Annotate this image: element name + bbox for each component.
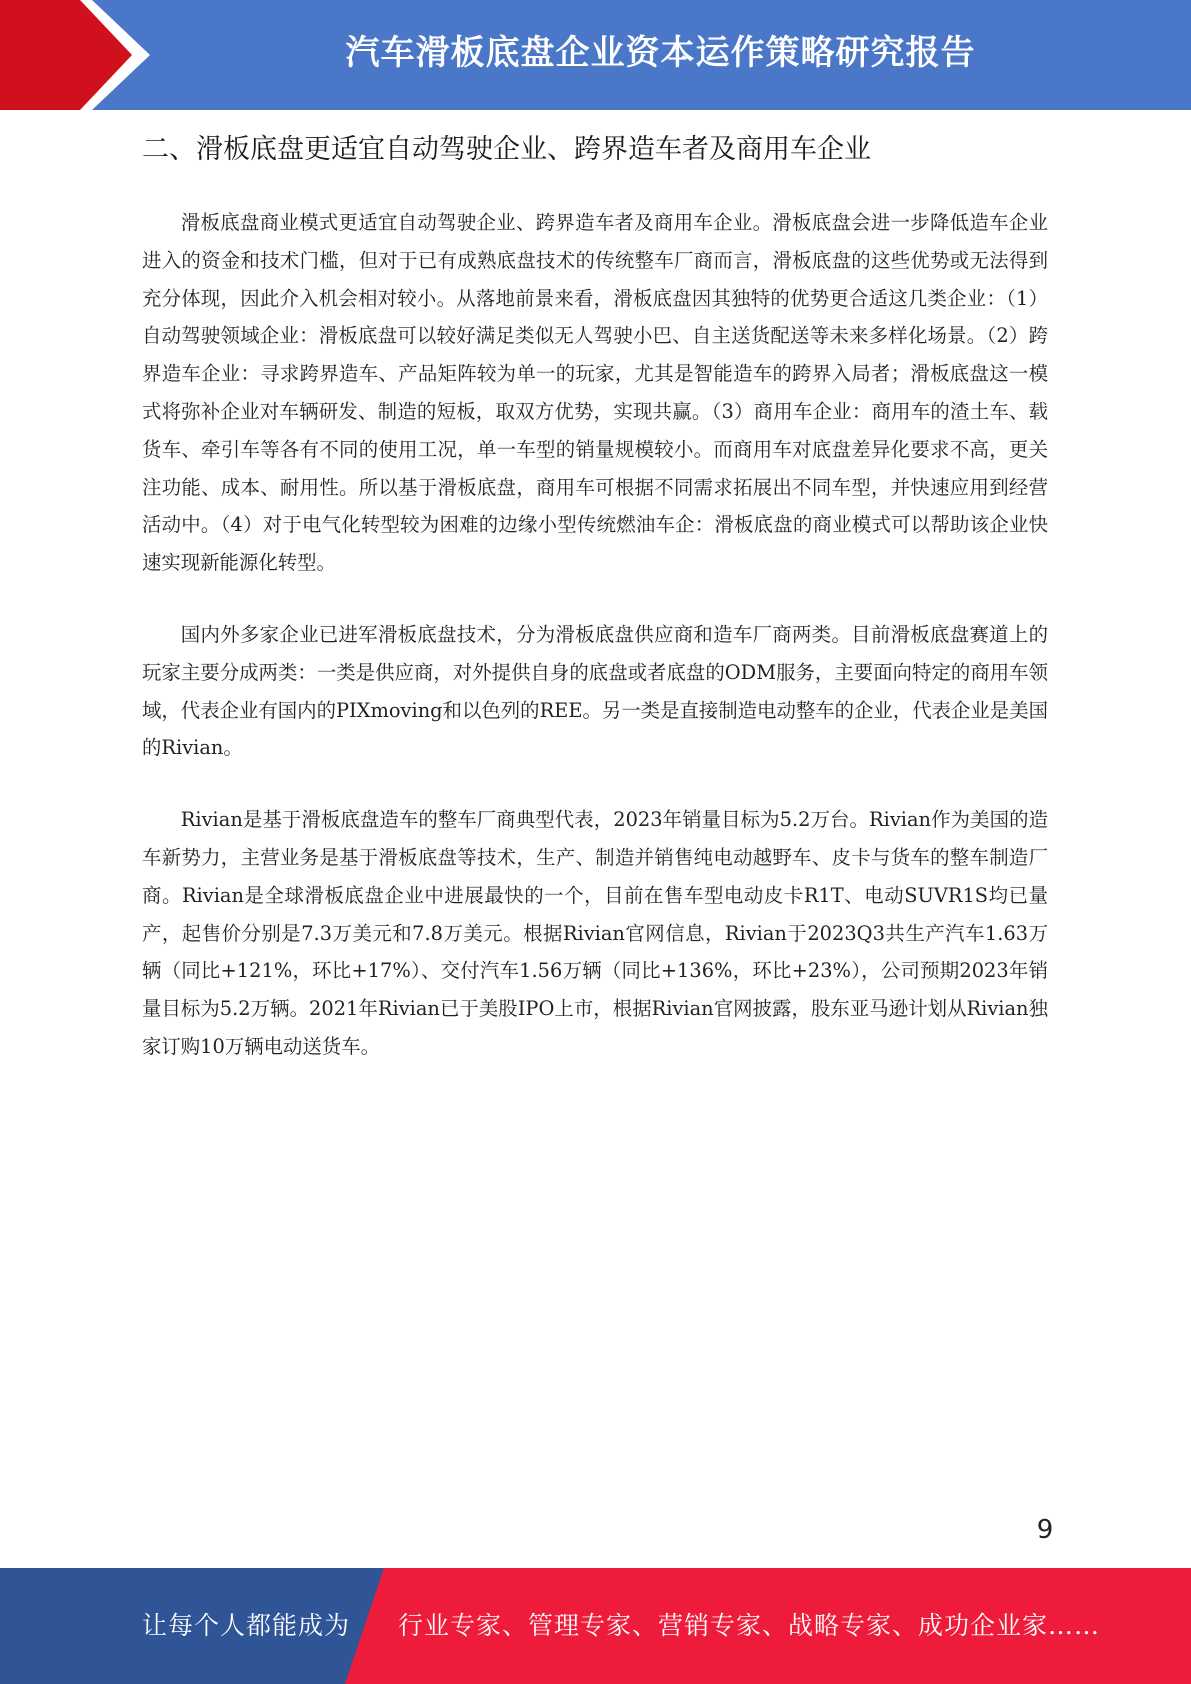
report-title: 汽车滑板底盘企业资本运作策略研究报告 — [345, 33, 976, 73]
footer-banner — [0, 1568, 1191, 1684]
header-banner — [0, 0, 1191, 110]
chevron-arrow-icon — [0, 0, 160, 110]
footer-slogan-right: 行业专家、管理专家、营销专家、战略专家、成功企业家…… — [398, 1611, 1101, 1640]
page-number: 9 — [1036, 1515, 1054, 1545]
paragraph-3: Rivian是基于滑板底盘造车的整车厂商典型代表，2023年销量目标为5.2万台。Rivian作为美国的造车新势力，主营业务是基于滑板底盘等技术，生产、制造并销售纯电动越野车、皮卡与货车的整车制造厂商。Rivian是全球滑板底盘企业中进展最快的一个，目前在售车型电动皮卡R1T、电动SUVR1S均已量产，起售价分别是7.3万美元和7.8万美元。根据Rivian官网信息，Rivian于2023Q3共生产汽车1.63万辆（同比+121%，环比+17%）、交付汽车1.56万辆（同比+136%，环比+23%），公司预期2023年销量目标为5.2万辆。2021年Rivian已于美股IPO上市，根据Rivian官网披露，股东亚马逊计划从Rivian独家订购10万辆电动送货车。 — [142, 808, 1048, 1058]
paragraph-1: 滑板底盘商业模式更适宜自动驾驶企业、跨界造车者及商用车企业。滑板底盘会进一步降低造车企业进入的资金和技术门槛，但对于已有成熟底盘技术的传统整车厂商而言，滑板底盘的这些优势或无法得到充分体现，因此介入机会相对较小。从落地前景来看，滑板底盘因其独特的优势更合适这几类企业：（1）自动驾驶领域企业：滑板底盘可以较好满足类似无人驾驶小巴、自主送货配送等未来多样化场景。（2）跨界造车企业：寻求跨界造车、产品矩阵较为单一的玩家，尤其是智能造车的跨界入局者；滑板底盘这一模式将弥补企业对车辆研发、制造的短板，取双方优势，实现共赢。（3）商用车企业：商用车的渣土车、载货车、牵引车等各有不同的使用工况，单一车型的销量规模较小。而商用车对底盘差异化要求不高，更关注功能、成本、耐用性。所以基于滑板底盘，商用车可根据不同需求拓展出不同车型，并快速应用到经营活动中。（4）对于电气化转型较为困难的边缘小型传统燃油车企：滑板底盘的商业模式可以帮助该企业快速实现新能源化转型。 — [142, 211, 1048, 575]
section-heading: 二、滑板底盘更适宜自动驾驶企业、跨界造车者及商用车企业 — [142, 134, 871, 165]
body-content — [142, 204, 1048, 1100]
footer-slogan-left: 让每个人都能成为 — [142, 1611, 351, 1640]
paragraph-2: 国内外多家企业已进军滑板底盘技术，分为滑板底盘供应商和造车厂商两类。目前滑板底盘赛道上的玩家主要分成两类：一类是供应商，对外提供自身的底盘或者底盘的ODM服务，主要面向特定的商用车领域，代表企业有国内的PIXmoving和以色列的REE。另一类是直接制造电动整车的企业，代表企业是美国的Rivian。 — [142, 622, 1048, 760]
